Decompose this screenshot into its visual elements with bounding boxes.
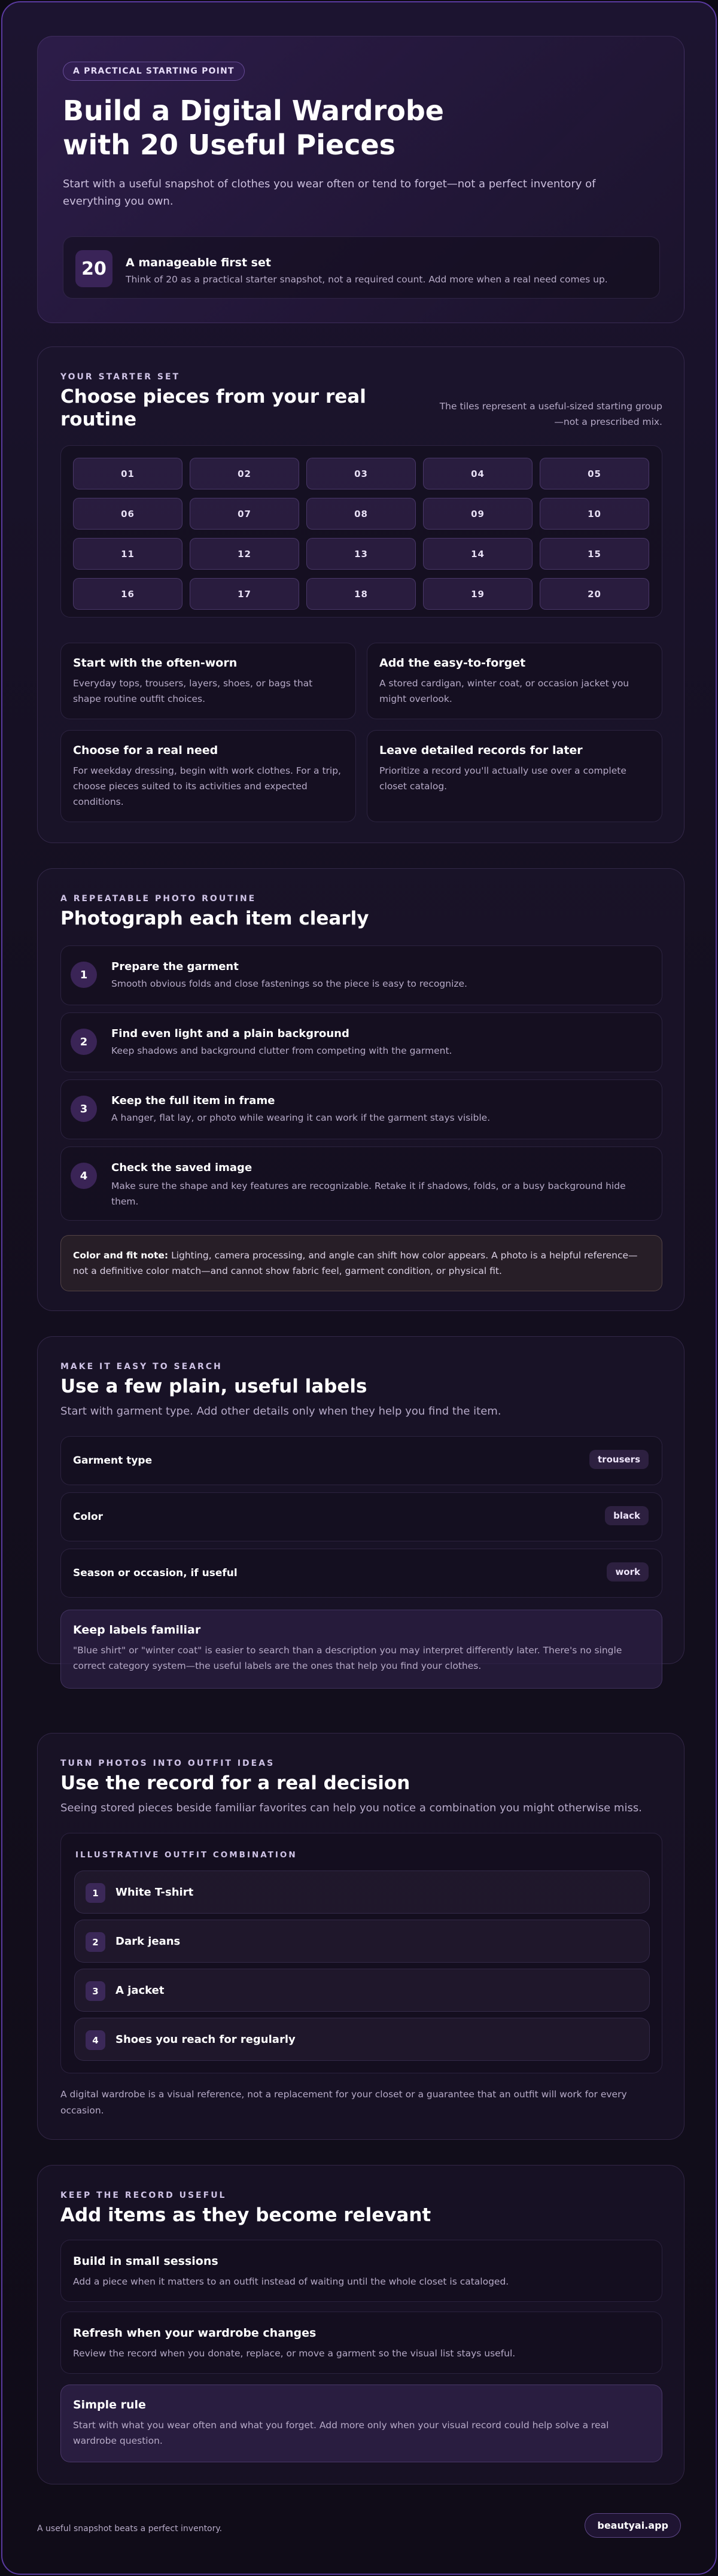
tile: 18 xyxy=(306,578,416,610)
photo-card xyxy=(37,868,684,1311)
starter-tip-body: Prioritize a record you'll actually use over a complete closet catalog. xyxy=(379,765,626,792)
outfit-item-label: White T-shirt xyxy=(115,1886,194,1899)
tile: 14 xyxy=(423,538,533,570)
step-body: Keep shadows and background clutter from competing with the garment. xyxy=(111,1045,452,1056)
tile: 12 xyxy=(190,538,299,570)
label-row xyxy=(60,1549,662,1598)
hero-title xyxy=(63,94,601,162)
color-fit-note xyxy=(60,1235,662,1291)
starter-tip xyxy=(367,730,662,822)
keep-title: Add items as they become relevant xyxy=(60,2204,431,2226)
tile: 04 xyxy=(423,458,533,489)
photo-step xyxy=(60,1012,662,1072)
tile: 13 xyxy=(306,538,416,570)
label-row-name: Season or occasion, if useful xyxy=(73,1567,238,1579)
outfit-item-label: Shoes you reach for regularly xyxy=(115,2033,296,2046)
simple-rule xyxy=(60,2385,662,2462)
labels-title: Use a few plain, useful labels xyxy=(60,1376,367,1397)
keep-block-title: Build in small sessions xyxy=(73,2255,218,2268)
outfit-combo xyxy=(60,1833,662,2073)
outfit-item-label: Dark jeans xyxy=(115,1935,181,1948)
photo-step xyxy=(60,945,662,1005)
photo-step xyxy=(60,1146,662,1221)
outfit-title: Use the record for a real decision xyxy=(60,1772,410,1794)
starter-tip xyxy=(60,730,356,822)
starter-card xyxy=(37,346,684,843)
color-fit-note-body: Lighting, camera processing, and angle can shift how color appears. A photo is a helpful reference—not a definitive color match—and cannot show fabric feel, garment condition, or physical fit. xyxy=(73,1250,638,1276)
keep-block-title: Refresh when your wardrobe changes xyxy=(73,2326,317,2340)
keep-card xyxy=(37,2165,684,2484)
labels-kicker: MAKE IT EASY TO SEARCH xyxy=(60,1362,223,1371)
starter-tip xyxy=(60,643,356,719)
tile: 02 xyxy=(190,458,299,489)
keep-block-body: Review the record when you donate, replace, or move a garment so the visual list stays useful. xyxy=(73,2348,516,2359)
labels-card xyxy=(37,1336,684,1671)
footer-text: A useful snapshot beats a perfect inventory. xyxy=(37,2524,223,2534)
hero-title-line2: with 20 Useful Pieces xyxy=(63,129,396,161)
step-number: 3 xyxy=(71,1096,97,1122)
keep-block xyxy=(60,2240,662,2302)
step-title: Find even light and a plain background xyxy=(111,1027,349,1040)
tile: 20 xyxy=(540,578,649,610)
photo-title: Photograph each item clearly xyxy=(60,908,369,929)
starter-tip-body: A stored cardigan, winter coat, or occasion jacket you might overlook. xyxy=(379,678,629,704)
label-row-name: Garment type xyxy=(73,1455,153,1467)
outfit-item-number: 3 xyxy=(86,1981,105,2001)
label-row xyxy=(60,1492,662,1541)
step-title: Prepare the garment xyxy=(111,960,239,973)
color-fit-note-label: Color and fit note: xyxy=(73,1250,169,1261)
photo-step xyxy=(60,1079,662,1139)
step-number: 4 xyxy=(71,1163,97,1189)
tile: 09 xyxy=(423,498,533,530)
outfit-item-number: 4 xyxy=(86,2030,105,2050)
outfit-item xyxy=(74,1920,650,1963)
starter-tip-title: Add the easy-to-forget xyxy=(379,656,526,670)
simple-rule-title: Simple rule xyxy=(73,2398,146,2411)
step-title: Check the saved image xyxy=(111,1161,252,1174)
label-row-name: Color xyxy=(73,1511,104,1523)
tile: 15 xyxy=(540,538,649,570)
outfit-item-number: 1 xyxy=(86,1883,105,1903)
starter-kicker: YOUR STARTER SET xyxy=(60,372,181,382)
step-body: Smooth obvious folds and close fastenings so the piece is easy to recognize. xyxy=(111,978,467,989)
tile: 06 xyxy=(73,498,182,530)
tile: 16 xyxy=(73,578,182,610)
starter-title: Choose pieces from your real routine xyxy=(60,386,366,430)
hero-badge: 20 xyxy=(75,250,112,287)
hero-lead: Start with a useful snapshot of clothes you wear often or tend to forget—not a perfect inventory of everything you own. xyxy=(63,178,596,208)
outfit-combo-label: ILLUSTRATIVE OUTFIT COMBINATION xyxy=(75,1850,297,1860)
tile: 03 xyxy=(306,458,416,489)
hero-title-line1: Build a Digital Wardrobe xyxy=(63,95,444,127)
outfit-sub: Seeing stored pieces beside familiar favorites can help you notice a combination you might otherwise miss. xyxy=(60,1802,642,1814)
tile: 01 xyxy=(73,458,182,489)
hero-callout-body: Think of 20 as a practical starter snapshot, not a required count. Add more when a real need comes up. xyxy=(126,274,608,285)
step-number: 1 xyxy=(71,962,97,988)
label-tag: work xyxy=(607,1562,649,1582)
outfit-item-label: A jacket xyxy=(115,1984,165,1997)
starter-tip-title: Start with the often-worn xyxy=(73,656,238,670)
step-title: Keep the full item in frame xyxy=(111,1094,275,1107)
starter-note: The tiles represent a useful-sized starting group—not a prescribed mix. xyxy=(439,401,662,427)
outfit-item xyxy=(74,2018,650,2061)
tile: 11 xyxy=(73,538,182,570)
keep-block xyxy=(60,2312,662,2374)
label-row xyxy=(60,1436,662,1485)
tile: 10 xyxy=(540,498,649,530)
tile-grid xyxy=(60,445,662,618)
hero-callout-title: A manageable first set xyxy=(126,256,271,269)
starter-tip-body: For weekday dressing, begin with work clothes. For a trip, choose pieces suited to its activities and expected conditions. xyxy=(73,765,341,807)
simple-rule-body: Start with what you wear often and what you forget. Add more only when your visual record could help solve a real wardrobe question. xyxy=(73,2420,609,2446)
tile: 05 xyxy=(540,458,649,489)
outfit-item-number: 2 xyxy=(86,1932,105,1952)
step-number: 2 xyxy=(71,1029,97,1055)
outfit-card xyxy=(37,1733,684,2140)
keep-block-body: Add a piece when it matters to an outfit instead of waiting until the whole closet is cataloged. xyxy=(73,2276,509,2287)
labels-sub: Start with garment type. Add other details only when they help you find the item. xyxy=(60,1405,501,1418)
page-frame xyxy=(1,1,717,2575)
footer-brand[interactable]: beautyai.app xyxy=(585,2513,681,2538)
step-body: A hanger, flat lay, or photo while wearing it can work if the garment stays visible. xyxy=(111,1112,491,1123)
outfit-item xyxy=(74,1871,650,1914)
labels-tip-body: "Blue shirt" or "winter coat" is easier to search than a description you may interpret differently later. There's no single correct category system—the useful labels are the ones that help you find your clothes. xyxy=(73,1645,622,1671)
starter-tip-title: Leave detailed records for later xyxy=(379,744,583,757)
outfit-item xyxy=(74,1969,650,2012)
tile: 07 xyxy=(190,498,299,530)
labels-tip xyxy=(60,1610,662,1689)
labels-tip-title: Keep labels familiar xyxy=(73,1623,201,1637)
tile: 08 xyxy=(306,498,416,530)
photo-kicker: A REPEATABLE PHOTO ROUTINE xyxy=(60,894,257,904)
hero-pill: A PRACTICAL STARTING POINT xyxy=(63,62,245,81)
label-tag: trousers xyxy=(589,1450,649,1469)
starter-tip-title: Choose for a real need xyxy=(73,744,218,757)
starter-tip xyxy=(367,643,662,719)
starter-tip-body: Everyday tops, trousers, layers, shoes, or bags that shape routine outfit choices. xyxy=(73,678,313,704)
outfit-kicker: TURN PHOTOS INTO OUTFIT IDEAS xyxy=(60,1759,275,1768)
label-tag: black xyxy=(605,1506,649,1525)
hero-callout xyxy=(63,236,660,299)
keep-kicker: KEEP THE RECORD USEFUL xyxy=(60,2191,227,2200)
tile: 17 xyxy=(190,578,299,610)
step-body: Make sure the shape and key features are recognizable. Retake it if shadows, folds, or a busy background hide them. xyxy=(111,1181,626,1207)
hero-card xyxy=(37,36,684,323)
outfit-disclaimer: A digital wardrobe is a visual reference, not a replacement for your closet or a guarantee that an outfit will work for every occasion. xyxy=(60,2089,627,2116)
tile: 19 xyxy=(423,578,533,610)
